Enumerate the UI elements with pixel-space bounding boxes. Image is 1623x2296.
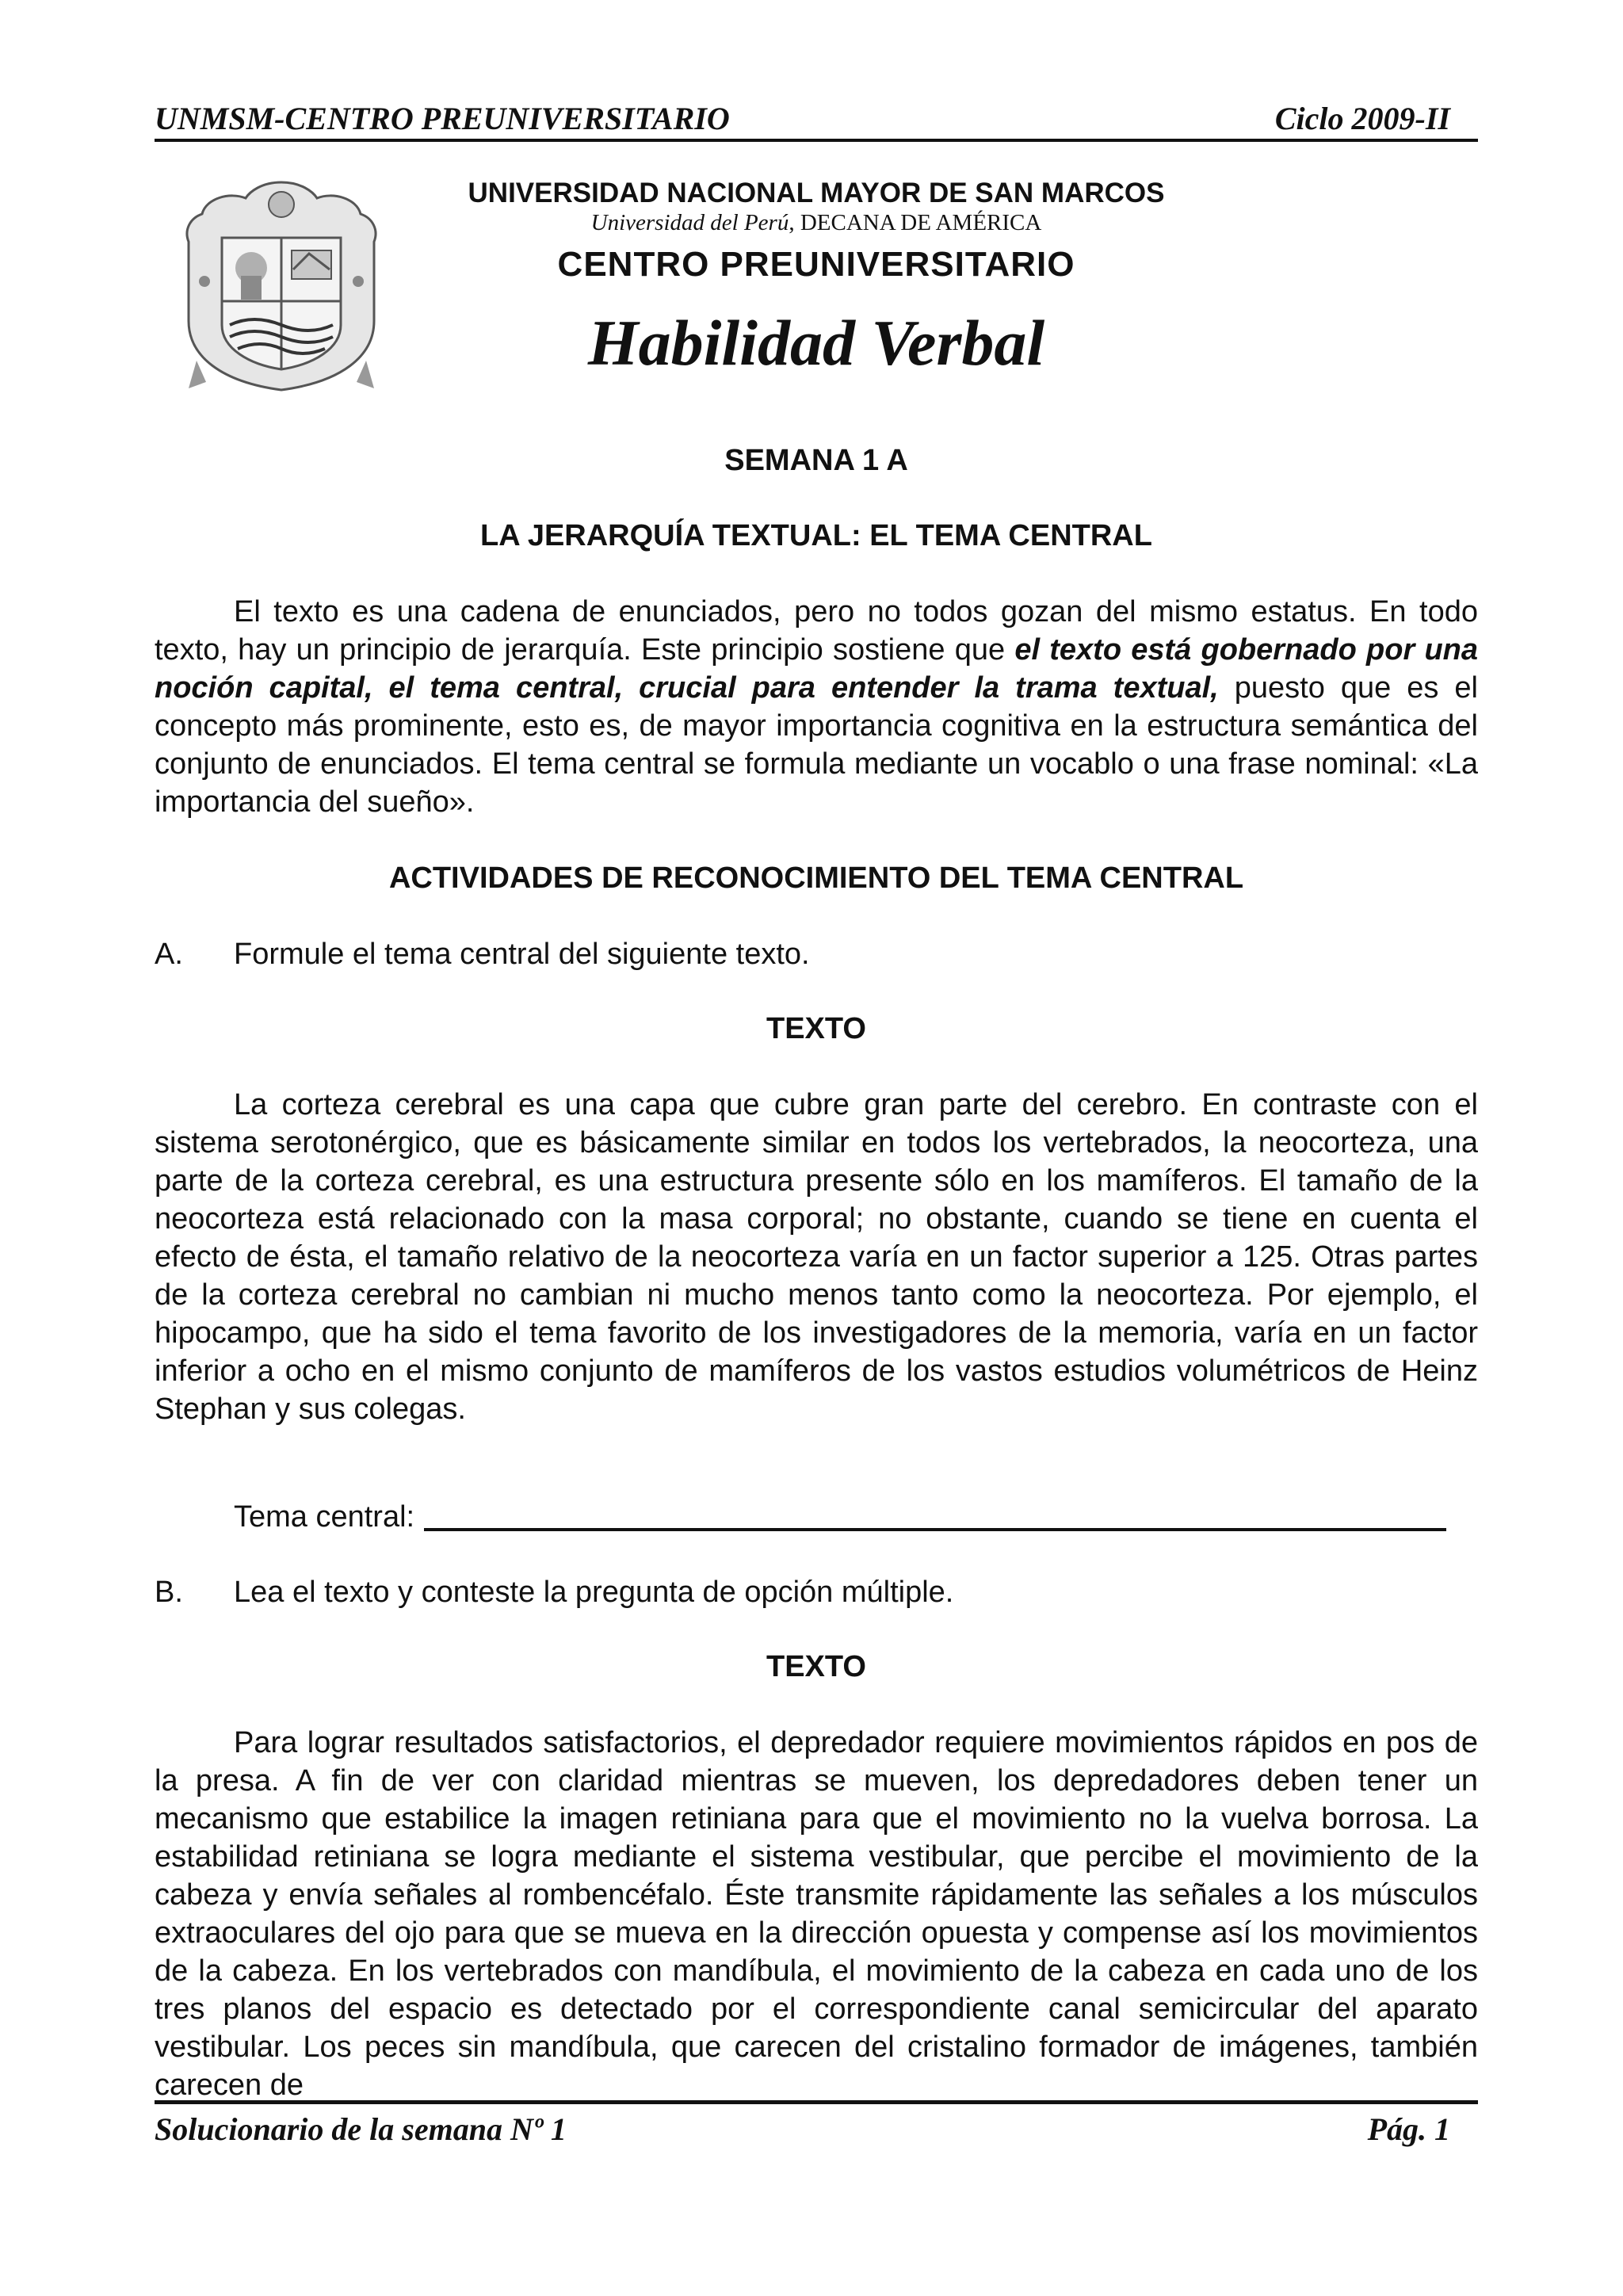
centro-title: CENTRO PREUNIVERSITARIO: [557, 245, 1075, 284]
tema-central-label: Tema central:: [234, 1500, 415, 1534]
university-subtitle-italic: Universidad del Perú: [590, 210, 789, 235]
activity-a-label: A.: [155, 938, 183, 971]
activities-heading: ACTIVIDADES DE RECONOCIMIENTO DEL TEMA CENTRAL: [388, 861, 1244, 895]
text-b-paragraph: Para lograr resultados satisfactorios, el depredador requiere movimientos rápidos en pos de la presa. A fin de ver con claridad mientras se mueven, los depredadores deben tener un mecanismo que estabilice la imagen retiniana para que el movimiento no la vuelva borrosa. La estabilidad retiniana se logra mediante el sistema vestibular, que percibe el movimiento de la cabeza y envía señales al rombencéfalo. Éste transmite rápidamente las señales a los músculos extraoculares del ojo para que se mueva en la dirección opuesta y compense así los movimientos de la cabeza. En los vertebrados con mandíbula, el movimiento de la cabeza en cada uno de los tres planos del espacio es detectado por el correspondiente canal semicircular del aparato vestibular. Los peces sin mandíbula, que carecen del cristalino formador de imágenes, también carecen de: [155, 1726, 1478, 2102]
course-title: Habilidad Verbal: [587, 307, 1045, 379]
intro-text-2: puesto que es el concepto más prominente, esto es, de mayor importancia cognitiva en la estructura semántica del conjunto de enunciados. El tema central se formula mediante un vocablo o una frase nominal: «La importancia del sueño».: [155, 671, 1478, 819]
text-b-heading: TEXTO: [766, 1650, 866, 1683]
tema-central-answer-line: [424, 1528, 1446, 1531]
section-title: LA JERARQUÍA TEXTUAL: EL TEMA CENTRAL: [480, 519, 1152, 552]
activity-a: [155, 935, 1478, 973]
university-crest-logo: [174, 174, 388, 404]
intro-paragraph: [155, 593, 1478, 821]
footer-page-number: Pág. 1: [1367, 2111, 1450, 2147]
footer-title: Solucionario de la semana Nº 1: [155, 2111, 567, 2147]
intro-emphasis: el texto está gobernado por una noción capital, el tema central, crucial para entender la trama textual,: [155, 633, 1478, 705]
tema-central-field: [234, 1498, 1478, 1536]
activity-b-instruction: Lea el texto y conteste la pregunta de opción múltiple.: [234, 1576, 954, 1609]
intro-text-1: El texto es una cadena de enunciados, pero no todos gozan del mismo estatus. En todo texto, hay un principio de jerarquía. Este principio sostiene que: [155, 595, 1478, 667]
running-footer: [155, 2100, 1478, 2149]
activity-a-instruction: Formule el tema central del siguiente texto.: [234, 938, 810, 971]
masthead: [412, 176, 1220, 387]
header-institution: UNMSM-CENTRO PREUNIVERSITARIO: [155, 101, 730, 136]
activity-b-label: B.: [155, 1576, 183, 1609]
university-subtitle-rest: , DECANA DE AMÉRICA: [789, 210, 1042, 235]
header-cycle: Ciclo 2009-II: [1274, 101, 1450, 136]
running-header: [155, 99, 1478, 142]
text-a-heading: TEXTO: [766, 1012, 866, 1045]
week-heading: SEMANA 1 A: [724, 444, 908, 477]
activity-b: [155, 1573, 1478, 1611]
text-a-paragraph: La corteza cerebral es una capa que cubre gran parte del cerebro. En contraste con el sistema serotonérgico, que es básicamente similar en todos los vertebrados, la neocorteza, una parte de la corteza cerebral, es una estructura presente sólo en los mamíferos. El tamaño de la neocorteza está relacionado con la masa corporal; no obstante, cuando se tiene en cuenta el efecto de ésta, el tamaño relativo de la neocorteza varía en un factor superior a 125. Otras partes de la corteza cerebral no cambian ni mucho menos tanto como la neocorteza. Por ejemplo, el hipocampo, que ha sido el tema favorito de los investigadores de la memoria, varía en un factor inferior a ocho en el mismo conjunto de mamíferos de los vastos estudios volumétricos de Heinz Stephan y sus colegas.: [155, 1088, 1478, 1426]
university-name: UNIVERSIDAD NACIONAL MAYOR DE SAN MARCOS: [468, 178, 1165, 208]
university-subtitle: [412, 211, 1220, 235]
